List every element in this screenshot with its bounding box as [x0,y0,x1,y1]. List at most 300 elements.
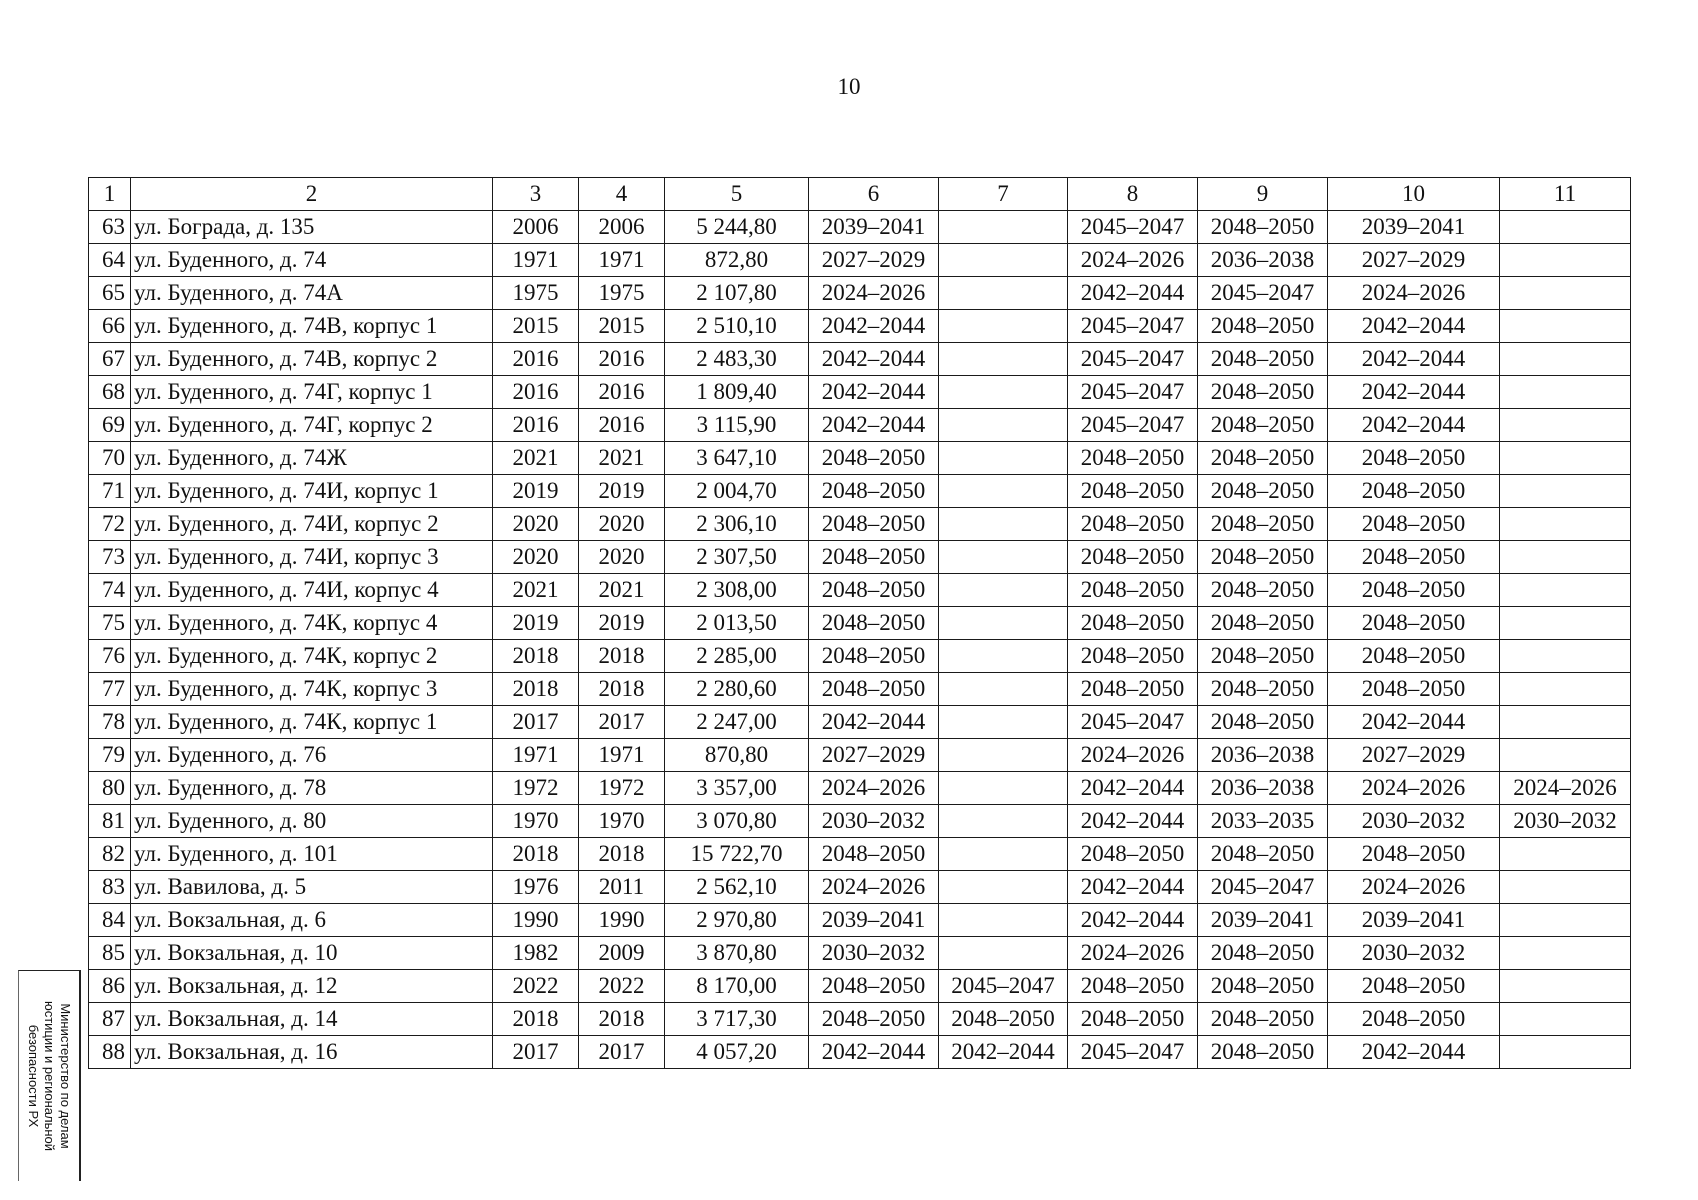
table-cell: 2048–2050 [1198,409,1328,442]
table-cell: 2042–2044 [809,376,939,409]
table-cell: 1970 [579,805,665,838]
column-header: 5 [665,178,809,211]
table-cell: ул. Буденного, д. 74 [131,244,493,277]
table-cell [939,937,1068,970]
table-cell: 2048–2050 [1328,1003,1500,1036]
table-cell: 2039–2041 [809,904,939,937]
table-cell: 1976 [493,871,579,904]
table-cell: 2045–2047 [1068,706,1198,739]
table-cell: ул. Буденного, д. 74К, корпус 4 [131,607,493,640]
table-cell: 15 722,70 [665,838,809,871]
table-cell: 2045–2047 [1068,343,1198,376]
table-cell: 2048–2050 [809,541,939,574]
table-cell: 86 [89,970,131,1003]
table-cell: 69 [89,409,131,442]
table-cell: 76 [89,640,131,673]
table-cell: 2045–2047 [1068,409,1198,442]
table-cell: 2 004,70 [665,475,809,508]
table-cell: 2045–2047 [1068,376,1198,409]
table-cell: 2030–2032 [1500,805,1631,838]
table-cell: 1982 [493,937,579,970]
table-cell: 2048–2050 [1198,937,1328,970]
table-row [89,376,1631,409]
table-cell [939,871,1068,904]
table-cell [1500,739,1631,772]
table-cell: 2018 [493,838,579,871]
table-cell: ул. Буденного, д. 74К, корпус 3 [131,673,493,706]
table-cell: 2048–2050 [1068,475,1198,508]
table-cell: 2024–2026 [1328,871,1500,904]
table-cell [939,211,1068,244]
table-cell: 2018 [493,1003,579,1036]
table-cell [1500,640,1631,673]
table-cell: 77 [89,673,131,706]
table-row [89,640,1631,673]
table-cell: 3 717,30 [665,1003,809,1036]
table-cell [1500,343,1631,376]
table-row [89,871,1631,904]
table-cell: 2048–2050 [809,442,939,475]
table-cell: 72 [89,508,131,541]
table-cell: 8 170,00 [665,970,809,1003]
table-cell: 2024–2026 [1068,244,1198,277]
table-cell [1500,1036,1631,1069]
table-cell [1500,838,1631,871]
table-cell: 2048–2050 [1198,970,1328,1003]
table-cell [939,805,1068,838]
table-cell: 2018 [579,640,665,673]
table-cell: 87 [89,1003,131,1036]
table-row [89,211,1631,244]
table-cell: 2036–2038 [1198,772,1328,805]
table-cell: 2048–2050 [1198,442,1328,475]
table-row [89,937,1631,970]
table-cell: 2048–2050 [1328,574,1500,607]
table-cell [939,574,1068,607]
table-cell: 2048–2050 [1198,607,1328,640]
table-row [89,277,1631,310]
table-cell: 2042–2044 [809,409,939,442]
table-cell [939,739,1068,772]
table-cell: 2020 [579,541,665,574]
table-cell: ул. Буденного, д. 74И, корпус 3 [131,541,493,574]
table-cell: ул. Вокзальная, д. 14 [131,1003,493,1036]
table-cell: 2048–2050 [1198,1003,1328,1036]
table-cell: 2048–2050 [1068,970,1198,1003]
table-cell: 2042–2044 [1328,706,1500,739]
table-cell: 2042–2044 [1328,1036,1500,1069]
column-header: 10 [1328,178,1500,211]
table-row [89,442,1631,475]
table-row [89,739,1631,772]
table-cell: 2036–2038 [1198,739,1328,772]
table-cell: 84 [89,904,131,937]
table-cell: 2042–2044 [809,1036,939,1069]
column-header: 2 [131,178,493,211]
table-cell [1500,244,1631,277]
column-header: 11 [1500,178,1631,211]
table-cell: 68 [89,376,131,409]
table-cell [939,277,1068,310]
table-cell: 2027–2029 [809,244,939,277]
table-cell: 2016 [579,343,665,376]
table-cell: ул. Буденного, д. 74И, корпус 2 [131,508,493,541]
stamp-text [25,976,73,1176]
table-cell: 2027–2029 [1328,739,1500,772]
table-cell: 2 285,00 [665,640,809,673]
table-cell: 2 306,10 [665,508,809,541]
table-row [89,541,1631,574]
table-cell: ул. Буденного, д. 74В, корпус 2 [131,343,493,376]
table-cell: 1990 [493,904,579,937]
column-header: 7 [939,178,1068,211]
table-cell: 2018 [493,673,579,706]
column-header: 9 [1198,178,1328,211]
table-cell: 2048–2050 [1068,1003,1198,1036]
table-cell: 2021 [493,574,579,607]
table-cell: 2 107,80 [665,277,809,310]
table-cell: 81 [89,805,131,838]
table-cell: ул. Буденного, д. 74Г, корпус 2 [131,409,493,442]
table-cell: ул. Вавилова, д. 5 [131,871,493,904]
table-cell: 2042–2044 [809,310,939,343]
table-cell: 88 [89,1036,131,1069]
table-cell: 2042–2044 [1068,871,1198,904]
table-cell: 2021 [493,442,579,475]
table-cell: 2048–2050 [1068,541,1198,574]
table-cell: 2019 [579,475,665,508]
housing-registry-table [88,177,1631,1069]
table-cell: 2017 [579,1036,665,1069]
table-cell: 2 970,80 [665,904,809,937]
table-row [89,805,1631,838]
table-cell: 2048–2050 [1068,838,1198,871]
table-cell: ул. Вокзальная, д. 10 [131,937,493,970]
table-cell: ул. Бограда, д. 135 [131,211,493,244]
table-row [89,475,1631,508]
table-cell [1500,673,1631,706]
table-cell: 67 [89,343,131,376]
table-cell [939,343,1068,376]
table-cell: 1 809,40 [665,376,809,409]
table-cell: 2020 [493,541,579,574]
table-cell [1500,277,1631,310]
table-cell [939,508,1068,541]
table-cell [939,607,1068,640]
table-cell: 2039–2041 [1328,904,1500,937]
column-header: 8 [1068,178,1198,211]
table-cell: 2018 [493,640,579,673]
table-cell: ул. Буденного, д. 74И, корпус 1 [131,475,493,508]
table-cell: 5 244,80 [665,211,809,244]
table-cell: 3 115,90 [665,409,809,442]
table-cell [1500,442,1631,475]
table-row [89,838,1631,871]
table-cell: 80 [89,772,131,805]
table-cell: 74 [89,574,131,607]
table-cell [1500,607,1631,640]
table-cell: 2030–2032 [1328,805,1500,838]
table-cell [1500,409,1631,442]
table-cell: 2016 [579,376,665,409]
table-cell: 1972 [493,772,579,805]
table-cell: 2048–2050 [1068,574,1198,607]
table-cell [939,409,1068,442]
table-cell: 2048–2050 [1198,211,1328,244]
table-row [89,607,1631,640]
table-cell [1500,211,1631,244]
table-cell: 71 [89,475,131,508]
table-cell: 2024–2026 [1068,739,1198,772]
table-row [89,508,1631,541]
table-cell: 2048–2050 [809,970,939,1003]
table-cell: 2048–2050 [809,640,939,673]
table-cell: 3 647,10 [665,442,809,475]
table-cell: 2048–2050 [1198,1036,1328,1069]
table-cell: 2048–2050 [1328,541,1500,574]
table-row [89,772,1631,805]
table-cell: 2048–2050 [1068,640,1198,673]
table-cell: 2042–2044 [1328,409,1500,442]
table-cell: 2016 [493,409,579,442]
table-cell [1500,574,1631,607]
table-cell: 2018 [579,1003,665,1036]
table-cell: 2042–2044 [1328,376,1500,409]
table-row [89,244,1631,277]
table-cell: 2048–2050 [1198,376,1328,409]
table-cell: 2045–2047 [1068,1036,1198,1069]
table-cell: ул. Буденного, д. 74И, корпус 4 [131,574,493,607]
table-cell: 2006 [579,211,665,244]
table-cell [1500,541,1631,574]
table-cell: 78 [89,706,131,739]
table-cell: 83 [89,871,131,904]
table-cell [939,772,1068,805]
table-cell: 1971 [493,244,579,277]
table-cell: ул. Буденного, д. 74Ж [131,442,493,475]
table-cell: 870,80 [665,739,809,772]
table-cell: 2042–2044 [809,343,939,376]
table-cell: 2027–2029 [809,739,939,772]
table-cell: 2030–2032 [809,805,939,838]
table-row [89,343,1631,376]
table-cell: ул. Буденного, д. 74К, корпус 2 [131,640,493,673]
table-cell: 2039–2041 [809,211,939,244]
table-cell: 2022 [579,970,665,1003]
table-cell: 2 247,00 [665,706,809,739]
table-cell: 2042–2044 [1068,772,1198,805]
table-row [89,970,1631,1003]
table-cell: ул. Буденного, д. 80 [131,805,493,838]
table-cell: 2 013,50 [665,607,809,640]
table-cell: 2048–2050 [1198,673,1328,706]
table-cell [1500,706,1631,739]
table-cell: 2009 [579,937,665,970]
table-row [89,673,1631,706]
table-cell: 1970 [493,805,579,838]
table-cell: 2048–2050 [1328,475,1500,508]
table-cell [1500,376,1631,409]
table-row [89,706,1631,739]
table-cell: 2015 [493,310,579,343]
table-cell: 2018 [579,673,665,706]
table-cell: ул. Буденного, д. 74Г, корпус 1 [131,376,493,409]
table-cell: 2039–2041 [1328,211,1500,244]
table-cell: 79 [89,739,131,772]
table-cell: 2036–2038 [1198,244,1328,277]
table-cell: ул. Буденного, д. 101 [131,838,493,871]
table-cell: 1975 [493,277,579,310]
table-cell: 66 [89,310,131,343]
table-row [89,1003,1631,1036]
table-cell: 3 870,80 [665,937,809,970]
table-cell: 2019 [579,607,665,640]
table-cell [1500,904,1631,937]
table-cell: 2006 [493,211,579,244]
table-cell: 2045–2047 [1068,310,1198,343]
table-cell: 2 280,60 [665,673,809,706]
table-cell: 2016 [493,343,579,376]
table-cell [939,442,1068,475]
table-cell [939,706,1068,739]
page-number: 10 [837,74,861,99]
table-cell: 2033–2035 [1198,805,1328,838]
table-cell: 2021 [579,442,665,475]
column-header: 4 [579,178,665,211]
table-cell: 82 [89,838,131,871]
table-cell: 2 308,00 [665,574,809,607]
table-cell: 2048–2050 [809,574,939,607]
table-cell: 2 483,30 [665,343,809,376]
table-cell: 2030–2032 [809,937,939,970]
table-cell: ул. Буденного, д. 76 [131,739,493,772]
stamp-line: юстиции и региональной [42,1000,57,1152]
table-cell [939,640,1068,673]
table-cell: 85 [89,937,131,970]
table-cell: 2048–2050 [1198,574,1328,607]
table-cell: 64 [89,244,131,277]
table-cell: 2048–2050 [1198,838,1328,871]
table-cell [939,838,1068,871]
table-cell: 2048–2050 [1198,508,1328,541]
table-cell: 2048–2050 [939,1003,1068,1036]
table-cell [1500,310,1631,343]
table-cell: 2042–2044 [1328,343,1500,376]
table-cell: 1975 [579,277,665,310]
table-cell: 2020 [493,508,579,541]
table-cell: 2022 [493,970,579,1003]
table-cell: 1971 [579,244,665,277]
table-cell: 2016 [493,376,579,409]
table-cell: 70 [89,442,131,475]
table-cell [1500,508,1631,541]
table-cell: 2024–2026 [1068,937,1198,970]
table-cell: 2045–2047 [1068,211,1198,244]
table-cell [939,376,1068,409]
table-cell: 2048–2050 [1198,310,1328,343]
table-cell [1500,871,1631,904]
table-cell: 2048–2050 [809,1003,939,1036]
table-cell: 2048–2050 [1328,640,1500,673]
table-cell: 2048–2050 [1068,508,1198,541]
table-cell: 2 307,50 [665,541,809,574]
table-cell: 2048–2050 [809,475,939,508]
table-cell: 2027–2029 [1328,244,1500,277]
table-cell [939,244,1068,277]
table-cell: 65 [89,277,131,310]
table-cell: 2048–2050 [1068,607,1198,640]
table-cell [939,541,1068,574]
table-cell: 2045–2047 [939,970,1068,1003]
column-header: 6 [809,178,939,211]
table-row [89,409,1631,442]
table-cell: 3 357,00 [665,772,809,805]
table-cell [1500,970,1631,1003]
stamp-line: Министерство по делам [58,1003,73,1149]
table-cell: 2048–2050 [1328,508,1500,541]
table-cell: 2019 [493,475,579,508]
column-header: 1 [89,178,131,211]
table-cell: 2021 [579,574,665,607]
table-cell: 73 [89,541,131,574]
table-body [89,211,1631,1069]
table-cell: 2024–2026 [809,277,939,310]
table-cell: 2048–2050 [809,508,939,541]
table-cell: ул. Вокзальная, д. 6 [131,904,493,937]
table-cell: ул. Буденного, д. 74В, корпус 1 [131,310,493,343]
table-cell: 2018 [579,838,665,871]
table-cell: 2048–2050 [1328,673,1500,706]
table-cell: 1971 [493,739,579,772]
table-cell: 2045–2047 [1198,277,1328,310]
table-cell: ул. Буденного, д. 74К, корпус 1 [131,706,493,739]
table-cell: 2042–2044 [939,1036,1068,1069]
stamp-line: безопасности РХ [26,1024,41,1128]
table-cell: 2048–2050 [1198,640,1328,673]
table-cell [939,673,1068,706]
table-cell: 2048–2050 [1328,838,1500,871]
table-cell: 2019 [493,607,579,640]
table-cell: 2015 [579,310,665,343]
table-cell: 2 510,10 [665,310,809,343]
table-cell: 3 070,80 [665,805,809,838]
table-cell: ул. Буденного, д. 74А [131,277,493,310]
table-cell: 2042–2044 [809,706,939,739]
table-row [89,574,1631,607]
table-cell [1500,937,1631,970]
table-cell: 2042–2044 [1068,277,1198,310]
table-cell: 2024–2026 [1328,772,1500,805]
table-cell: 2048–2050 [1198,541,1328,574]
table-row [89,1036,1631,1069]
table-cell: 2048–2050 [1198,343,1328,376]
table-cell: 63 [89,211,131,244]
table-cell: 2017 [493,1036,579,1069]
table-cell [1500,475,1631,508]
table-row [89,310,1631,343]
table-cell: 2017 [579,706,665,739]
table-cell: 2048–2050 [809,673,939,706]
table-cell [1500,1003,1631,1036]
table-cell: 1990 [579,904,665,937]
table-cell: 2017 [493,706,579,739]
table-cell: 2048–2050 [1198,475,1328,508]
table-cell: 2048–2050 [1198,706,1328,739]
table-cell: ул. Буденного, д. 78 [131,772,493,805]
table-cell: 2011 [579,871,665,904]
table-cell: 2 562,10 [665,871,809,904]
table-cell: 75 [89,607,131,640]
